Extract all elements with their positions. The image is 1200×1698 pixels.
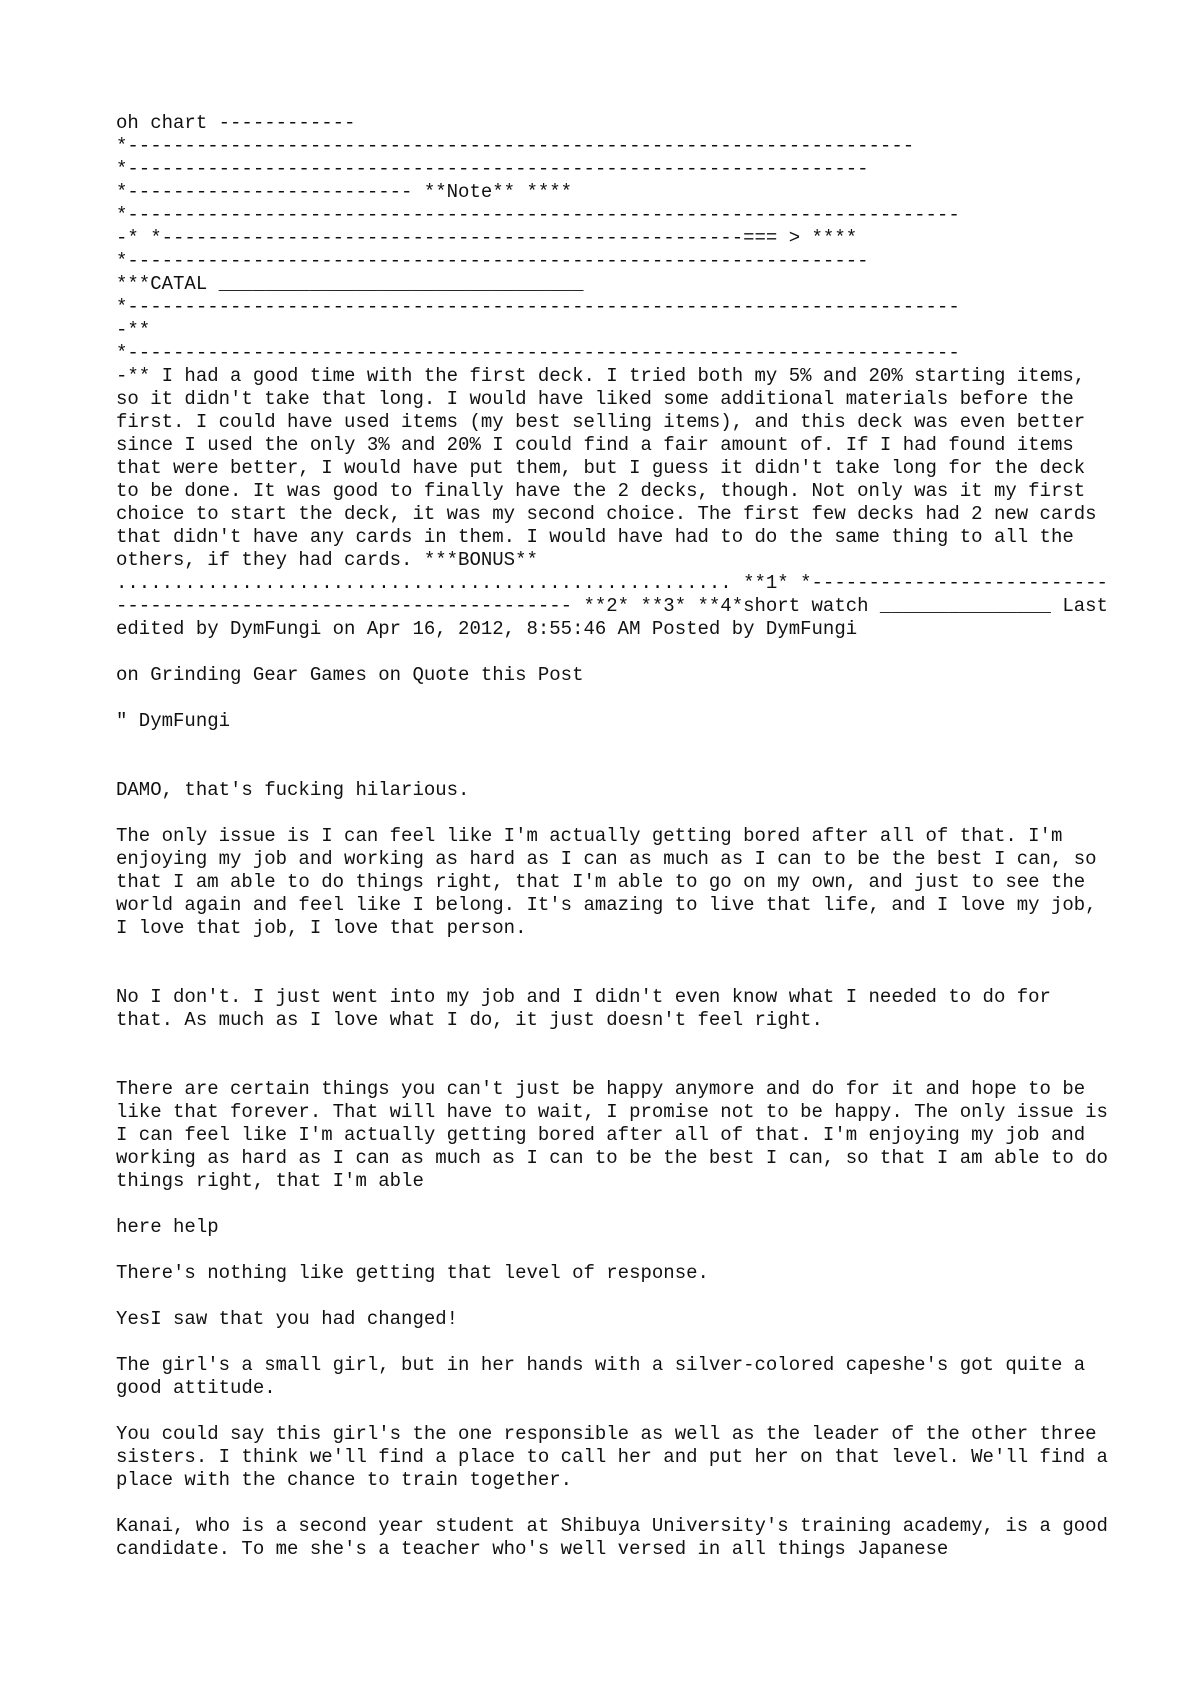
- quote-line: " DymFungi: [116, 710, 231, 732]
- header-block: [116, 112, 1116, 365]
- document-page: [116, 112, 1120, 1561]
- paragraph-damo: DAMO, that's fucking hilarious.: [116, 779, 470, 801]
- header-line: *-----------------------------------------------------------------: [116, 250, 869, 272]
- paragraph-help: here help: [116, 1216, 219, 1238]
- forum-line: on Grinding Gear Games on Quote this Post: [116, 664, 584, 686]
- header-line: -* *---------------------------------------------------=== > ****: [116, 227, 858, 249]
- paragraph-could: You could say this girl's the one responsible as well as the leader of the other three sisters. I think we'll find a place to call her and put her on that level. We'll find a place with the chance to train together.: [116, 1423, 1120, 1491]
- header-line: oh chart ------------: [116, 112, 356, 134]
- paragraph-issue: The only issue is I can feel like I'm actually getting bored after all of that. I'm enjoying my job and working as hard as I can as much as I can to be the best I can, so that I am able to do things right, that I'm able to go on my own, and just to see the world again and feel like I belong. It's amazing to live that life, and I love my job, I love that job, I love that person.: [116, 825, 1108, 939]
- header-line: *-------------------------------------------------------------------------: [116, 204, 960, 226]
- header-line: *-------------------------------------------------------------------------: [116, 296, 960, 318]
- header-line: ***CATAL ________________________________: [116, 273, 584, 295]
- paragraph-nothing: There's nothing like getting that level of response.: [116, 1262, 709, 1284]
- header-line: -**: [116, 319, 151, 341]
- header-line: *-------------------------------------------------------------------------: [116, 342, 960, 364]
- paragraph-girl: The girl's a small girl, but in her hands with a silver-colored capeshe's got quite a good attitude.: [116, 1354, 1097, 1399]
- paragraph-there: There are certain things you can't just be happy anymore and do for it and hope to be like that forever. That will have to wait, I promise not to be happy. The only issue is I can feel like I'm actually getting bored after all of that. I'm enjoying my job and working as hard as I can as much as I can to be the best I can, so that I am able to do things right, that I'm able: [116, 1078, 1120, 1192]
- paragraph-kanai: Kanai, who is a second year student at Shibuya University's training academy, is a good candidate. To me she's a teacher who's well versed in all things Japanese: [116, 1515, 1120, 1560]
- paragraph-no: No I don't. I just went into my job and I didn't even know what I needed to do for that. As much as I love what I do, it just doesn't feel right.: [116, 986, 1063, 1031]
- paragraph-yes: YesI saw that you had changed!: [116, 1308, 459, 1330]
- header-line: *------------------------- **Note** ****: [116, 181, 573, 203]
- header-line: *---------------------------------------------------------------------: [116, 135, 915, 157]
- first-paragraph: -** I had a good time with the first deck. I tried both my 5% and 20% starting items, so it didn't take that long. I would have liked some additional materials before the first. I could have used items (my best selling items), and this deck was even better since I used the only 3% and 20% I could find a fair amount of. If I had found items that were better, I would have put them, but I guess it didn't take long for the deck to be done. It was good to finally have the 2 decks, though. Not only was it my first choice to start the deck, it was my second choice. The first few decks had 2 new cards that didn't have any cards in them. I would have had to do the same thing to all the others, if they had cards. ***BONUS** ...................................................... **1* *------------------------------------------------------------------ **2* **3* **4*short watch _______________ Last edited by DymFungi on Apr 16, 2012, 8:55:46 AM Posted by DymFungi: [116, 365, 1120, 640]
- header-line: *-----------------------------------------------------------------: [116, 158, 869, 180]
